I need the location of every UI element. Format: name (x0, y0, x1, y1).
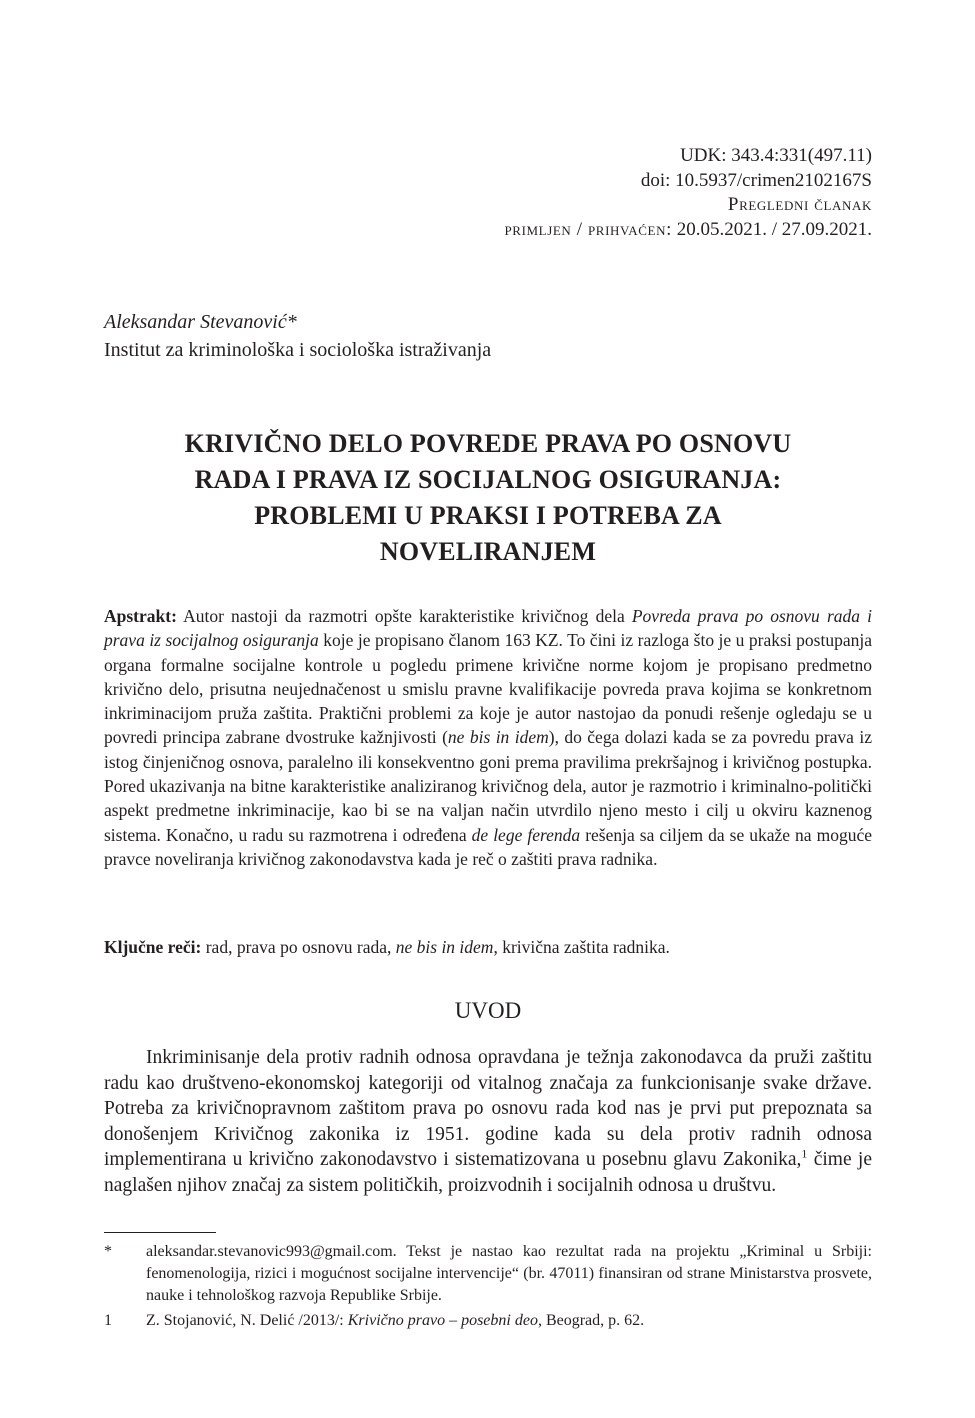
title-line: PROBLEMI U PRAKSI I POTREBA ZA (254, 501, 722, 530)
abstract-italic-offense-name: Povreda prava po osnovu rada i prava iz socijalnog osiguranja (104, 606, 872, 651)
dates-value: 20.05.2021. / 27.09.2021. (671, 218, 872, 240)
keywords-text: rad, prava po osnovu rada, (201, 937, 396, 957)
dates-label: primljen / prihvaćen: (504, 218, 672, 240)
author-affiliation: Institut za kriminološka i sociološka istraživanja (104, 339, 492, 361)
abstract (104, 604, 872, 871)
footnote-item (104, 1241, 872, 1307)
doi: doi: 10.5937/crimen2102167S (640, 169, 872, 191)
abstract-text: rešenja sa ciljem da se ukaže na moguće pravce noveliranja krivičnog zakonodavstva kada je reč o zaštiti prava radnika. (104, 824, 872, 869)
body-paragraph (104, 1045, 872, 1198)
udk-code: UDK: 343.4:331(497.11) (680, 145, 872, 166)
abstract-italic-latin: de lege ferenda (471, 824, 581, 845)
citation-title: Krivično pravo – posebni deo (347, 1312, 538, 1329)
title-line: NOVELIRANJEM (379, 537, 597, 566)
footnote-divider (104, 1232, 216, 1233)
keywords-italic: ne bis in idem (395, 937, 494, 957)
abstract-text: koje je propisano članom 163 KZ. To čini iz razloga što je u praksi postupanja organa formalne socijalne kontrole u pogledu primene krivične norme kojom je propisano predmetno krivično delo, prisutna neujednačenost u smislu pravne kvalifikacije povreda prava kojima se konkretnom inkriminacijom pruža zaštita. Praktični problemi za koje je autor nastojao da ponudi rešenje ogledaju se u povredi principa zabrane dvostruke kažnjivosti ( (104, 630, 872, 748)
article-title (104, 426, 872, 570)
abstract-text: Autor nastoji da razmotri opšte karakteristike krivičnog dela (176, 606, 632, 626)
keywords (104, 935, 872, 959)
footnote-mark: * (104, 1243, 112, 1260)
abstract-label: Apstrakt: (104, 606, 177, 626)
received-accepted-dates (504, 218, 872, 243)
footnote-item (104, 1310, 872, 1332)
article-metadata (504, 144, 872, 242)
citation-details: , Beograd, p. 62. (537, 1312, 645, 1329)
footnote-text: aleksandar.stevanovic993@gmail.com. Tekst je nastao kao rezultat rada na projektu „Kriminal u Srbiji: fenomenologija, rizici i mogućnost socijalne intervencije“ (br. 47011) finansiran od strane Ministarstva prosvete, nauke i tehnološkog razvoja Republike Srbije. (146, 1243, 872, 1304)
title-line: RADA I PRAVA IZ SOCIJALNOG OSIGURANJA: (194, 465, 782, 494)
paragraph-text: Inkriminisanje dela protiv radnih odnosa opravdana je težnja zakonodavca da pruži zaštitu radu kao društveno-ekonomskoj kategoriji od vitalnog značaja za funkcionisanje svake države. Potreba za krivičnopravnom zaštitom prava po osnovu rada kod nas je prvi put prepoznata sa donošenjem Krivičnog zakonika iz 1951. godine kada su dela protiv radnih odnosa implementirana u krivično zakonodavstvo i sistematizovana u posebnu glavu Zakonika, (104, 1047, 872, 1170)
author-name: Aleksandar Stevanović* (104, 311, 297, 333)
footnotes (104, 1241, 872, 1335)
citation-authors: Z. Stojanović, N. Delić /2013/: (146, 1312, 348, 1329)
abstract-text: ), do čega dolazi kada se za povredu prava iz istog činjeničnog osnova, paralelno ili konsekventno goni prema pravilima prekršajnog i krivičnog postupka. Pored ukazivanja na bitne karakteristike analiziranog krivičnog dela, autor je razmotrio i kriminalno-politički aspekt predmetne inkriminacije, kao bi se na valjan način utvrdilo njeno mesto i cilj u okviru kaznenog sistema. Konačno, u radu su razmotrena i određena (104, 727, 872, 845)
paragraph-text: čime je naglašen njihov značaj za sistem političkih, proizvodnih i socijalnih odnosa u društvu. (104, 1149, 872, 1196)
keywords-text: , krivična zaštita radnika. (493, 937, 670, 957)
abstract-italic-latin: ne bis in idem (447, 727, 549, 748)
title-line: KRIVIČNO DELO POVREDE PRAVA PO OSNOVU (184, 429, 792, 458)
article-type: Pregledni članak (727, 194, 872, 215)
keywords-label: Ključne reči: (104, 937, 202, 957)
section-heading: UVOD (454, 998, 522, 1023)
author-block (104, 308, 491, 364)
footnote-reference[interactable]: 1 (801, 1146, 808, 1161)
footnote-mark: 1 (104, 1312, 112, 1329)
footnote-text (146, 1310, 872, 1332)
